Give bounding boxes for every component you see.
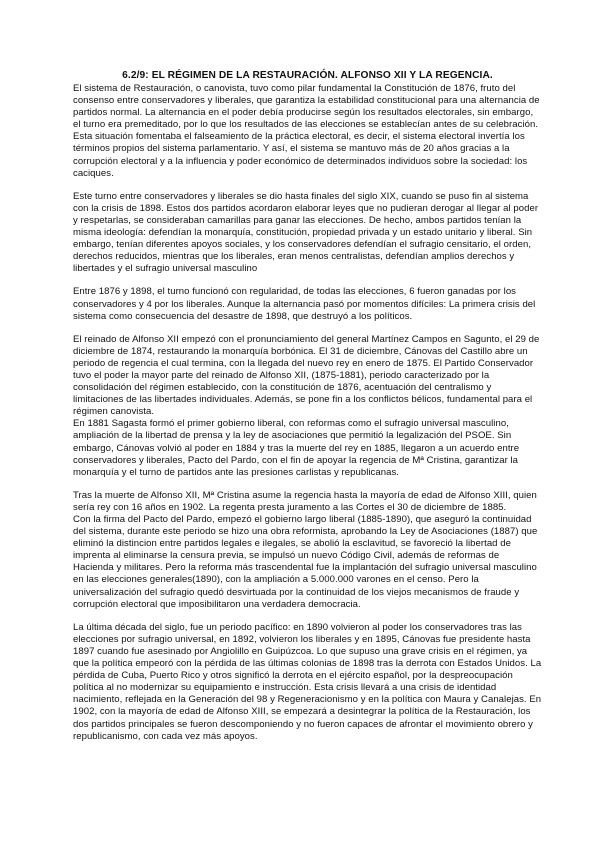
paragraph-turno-partidos: Este turno entre conservadores y liberales se dio hasta finales del siglo XIX, cuando se puso fin al sistema con la crisis de 1898. Estos dos partidos acordaron elaborar leyes que no pudieran derogar al llegar al poder y respetarlas, se consideraban camarillas para ganar las elecciones. De hecho, ambos partidos tenían la misma ideología: defendían la monarquía, constitución, propiedad privada y un estado unitario y liberal. Sin embargo, tenían diferentes apoyos sociales, y los conservadores defendían el sufragio censitario, el orden, derechos reducidos, mientras que los liberales, eran menos centralistas, defendían amplios derechos y libertades y el sufragio universal masculino (73, 190, 539, 275)
paragraph-sagasta-1881: En 1881 Sagasta formó el primer gobierno liberal, con reformas como el sufragio universal masculino, ampliación de la libertad de prensa y la ley de asociaciones que permitió la legalización del PSOE. Sin embargo, Cánovas volvió al poder en 1884 y tras la muerte del rey en 1885, llegaron a un acuerdo entre conservadores y liberales, Pacto del Pardo, con el fin de apoyar la regencia de Mª Cristina, garantizar la monarquía y el turno de partidos ante las presiones carlistas y republicanas. (73, 418, 520, 478)
paragraph-reinado-alfonso-xii: El reinado de Alfonso XII empezó con el pronunciamiento del general Martínez Campos en Sagunto, el 29 de diciembre de 1874, restaurando la monarquía borbónica. El 31 de diciembre, Cánovas del Castillo abre un periodo de regencia el cual termina, con la llegada del nuevo rey en enero de 1875. El Partido Conservador tuvo el poder la mayor parte del reinado de Alfonso XII, (1875-1881), periodo caracterizado por la consolidación del régimen establecido, con la constitución de 1876, acentuación del centralismo y limitaciones de las libertades individuales. Además, se pone fin a los conflictos bélicos, fundamental para el régimen canovista. (73, 333, 540, 418)
paragraph-1876-1898: Entre 1876 y 1898, el turno funcionó con regularidad, de todas las elecciones, 6 fueron ganadas por los conservadores y 4 por los liberales. Aunque la alternancia pasó por momentos difíciles: La primera crisis del sistema como consecuencia del desastre de 1898, que destruyó a los políticos. (73, 286, 536, 322)
paragraph-gap (73, 479, 542, 490)
document-title: 6.2/9: EL RÉGIMEN DE LA RESTAURACIÓN. ALFONSO XII Y LA REGENCIA. (122, 70, 493, 81)
paragraph-regencia-cristina: Tras la muerte de Alfonso XII, Mª Cristina asume la regencia hasta la mayoría de edad de Alfonso XIII, quien sería rey con 16 años en 1902. La regenta presta juramento a las Cortes el 30 de diciembre de 1885. (73, 489, 537, 513)
paragraph-ultima-decada: La última década del siglo, fue un periodo pacífico: en 1890 volvieron al poder los conservadores tras las elecciones por sufragio universal, en 1892, volvieron los liberales y en 1895, Cánovas fue presidente hasta 1897 cuando fue asesinado por Angiolillo en Guipúzcoa. Lo que supuso una grave crisis en el régimen, ya que la política empeoró con la pérdida de las últimas colonias de 1898 tras la derrota con Estados Unidos. La pérdida de Cuba, Puerto Rico y otros significó la derrota en el ejército español, por la despreocupación política al no modernizar su equipamiento e instrucción. Esta crisis llevará a una crisis de identidad nacimiento, reflejada en la Generación del 98 y Regeneracionismo y en la política con Maura y Canalejas. En 1902, con la mayoría de edad de Alfonso XIII, se empezará a desintegrar la política de la Restauración, los dos partidos principales se fueron descomponiendo y no fueron capaces de afrontar el movimiento obrero y republicanismo, con cada vez más apoyos. (73, 621, 542, 742)
paragraph-restauracion-sistema: El sistema de Restauración, o canovista, tuvo como pilar fundamental la Constitución de 1876, fruto del consenso entre conservadores y liberales, que garantiza la estabilidad constitucional para una alternancia de partidos normal. La alternancia en el poder debía producirse según los resultados electorales, sin embargo, el turno era premeditado, por lo que los resultados de las elecciones se establecían antes de su celebración. Esta situación fomentaba el falseamiento de la práctica electoral, es decir, el sistema electoral invertía los términos propios del sistema parlamentario. Y así, el sistema se mantuvo más de 20 años gracias a la corrupción electoral y a la influencia y poder económico de determinados individuos sobre la sociedad: los caciques. (73, 83, 540, 179)
paragraph-pacto-pardo: Con la firma del Pacto del Pardo, empezó el gobierno largo liberal (1885-1890), que aseguró la continuidad del sistema, durante este periodo se hizo una obra reformista, aprobando la Ley de Asociaciones (1887) que eliminó la distincion entre partidos legales e ilegales, se abolió la esclavitud, se favoreció la libertad de imprenta al eliminarse la censura previa, se impulsó un nuevo Código Civil, además de reformas de Hacienda y militares. Pero la reforma más trascendental fue la implantación del sufragio universal masculino en las elecciones generales(1890), con la ampliación a 5.000.000 varones en el censo. Pero la universalización del sufragio quedó desvirtuada por la continuidad de los viejos mecanismos de fraude y corrupción electoral que imposibilitaron una verdadera democracia. (73, 514, 538, 610)
paragraph-gap (73, 323, 542, 334)
paragraph-gap (73, 611, 542, 622)
paragraph-gap (73, 275, 542, 286)
paragraph-gap (73, 180, 542, 191)
